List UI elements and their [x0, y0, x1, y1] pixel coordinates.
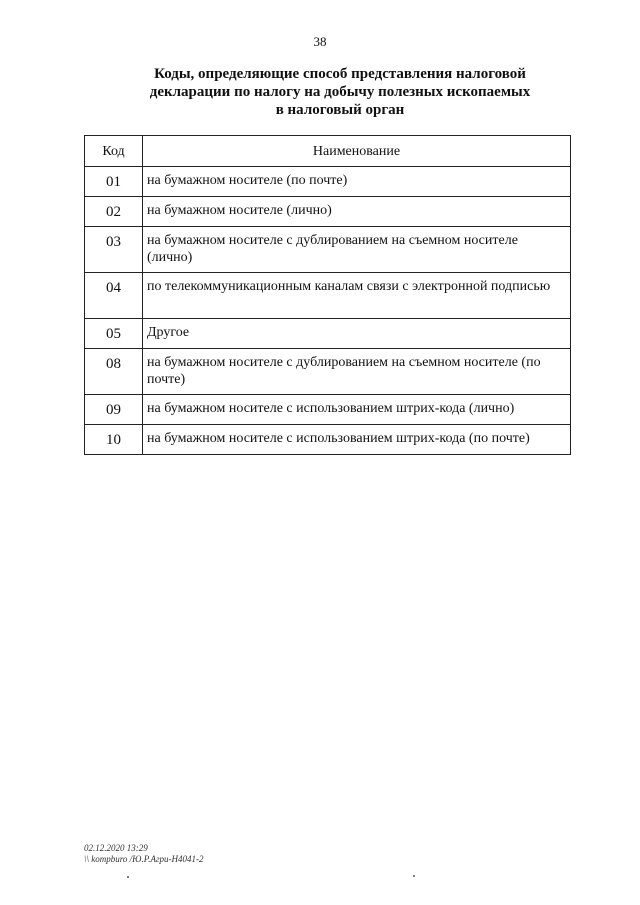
code-cell: 03 — [85, 227, 143, 273]
name-cell: на бумажном носителе с дублированием на съемном носителе (по почте) — [143, 349, 571, 395]
code-cell: 04 — [85, 273, 143, 319]
title-line-2: декларации по налогу на добычу полезных ископаемых — [149, 84, 531, 100]
header-code: Код — [85, 136, 143, 167]
table-row — [85, 425, 571, 455]
code-cell: 01 — [85, 167, 143, 197]
code-cell: 09 — [85, 395, 143, 425]
page-number: 38 — [313, 34, 327, 49]
title-line-3: в налоговый орган — [275, 102, 405, 118]
name-cell: на бумажном носителе с использованием штрих-кода (лично) — [143, 395, 571, 425]
footer-file-path: \\ kompburo /Ю.Р.Агри-Н4041-2 — [84, 854, 204, 864]
scan-speck — [127, 876, 129, 878]
name-cell: на бумажном носителе с дублированием на съемном носителе (лично) — [143, 227, 571, 273]
scan-speck — [413, 875, 415, 877]
code-cell: 08 — [85, 349, 143, 395]
footer-timestamp: 02.12.2020 13:29 — [84, 843, 148, 853]
code-cell: 05 — [85, 319, 143, 349]
code-cell: 10 — [85, 425, 143, 455]
name-cell: Другое — [143, 319, 571, 349]
table-header-row — [85, 136, 571, 167]
name-cell: на бумажном носителе с использованием штрих-кода (по почте) — [143, 425, 571, 455]
code-cell: 02 — [85, 197, 143, 227]
header-name: Наименование — [143, 136, 571, 167]
document-title — [100, 65, 580, 119]
document-footer — [84, 843, 204, 865]
table-row — [85, 273, 571, 319]
name-cell: на бумажном носителе (по почте) — [143, 167, 571, 197]
table-row — [85, 349, 571, 395]
table-row — [85, 319, 571, 349]
table-row — [85, 167, 571, 197]
name-cell: по телекоммуникационным каналам связи с электронной подписью — [143, 273, 571, 319]
table-row — [85, 227, 571, 273]
table-row — [85, 197, 571, 227]
name-cell: на бумажном носителе (лично) — [143, 197, 571, 227]
codes-table — [84, 135, 571, 455]
table-row — [85, 395, 571, 425]
title-line-1: Коды, определяющие способ представления налоговой — [154, 66, 526, 82]
